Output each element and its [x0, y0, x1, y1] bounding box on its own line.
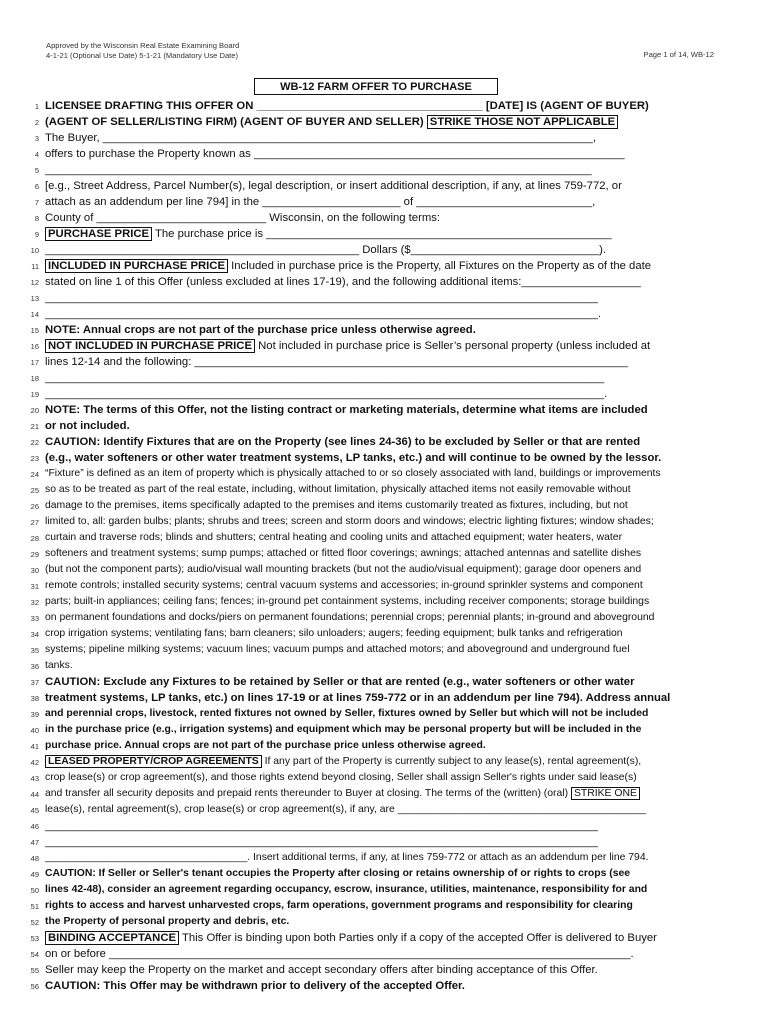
- line-content: ________________________________________________________________________________________: [45, 820, 598, 832]
- line-number: 20: [30, 406, 39, 415]
- line-number: 23: [30, 454, 39, 463]
- line-number: 54: [30, 950, 39, 959]
- line-content: (AGENT OF SELLER/LISTING FIRM) (AGENT OF BUYER AND SELLER): [45, 116, 427, 128]
- line-text: [45, 498, 628, 514]
- line-number: 43: [30, 774, 39, 783]
- line-content: “Fixture” is defined as an item of property which is physically attached to or so closely associated with land, buildings or improvements: [45, 468, 661, 479]
- line-text: [45, 850, 649, 866]
- line-number: 41: [30, 742, 39, 751]
- line-text: [45, 354, 628, 370]
- line-content: on permanent foundations and docks/piers on permanent foundations; perennial crops; perennial plants; in-ground and aboveground: [45, 612, 655, 623]
- form-line: [0, 930, 770, 946]
- line-number: 3: [34, 134, 39, 143]
- form-line: [0, 786, 770, 802]
- form-line: [0, 418, 770, 434]
- form-line: [0, 834, 770, 850]
- line-content: Seller may keep the Property on the market and accept secondary offers after binding acceptance of this Offer.: [45, 964, 598, 976]
- form-line: [0, 258, 770, 274]
- form-line: [0, 866, 770, 882]
- form-line: [0, 690, 770, 706]
- line-number: 16: [30, 342, 39, 351]
- line-content: or not included.: [45, 420, 130, 432]
- line-text: [45, 450, 661, 466]
- line-text: [45, 418, 130, 434]
- form-line: [0, 818, 770, 834]
- line-number: 34: [30, 630, 39, 639]
- line-content: stated on line 1 of this Offer (unless excluded at lines 17-19), and the following additional items:___________________: [45, 276, 641, 288]
- approval-header: [46, 41, 239, 61]
- line-number: 51: [30, 902, 39, 911]
- form-title: WB-12 FARM OFFER TO PURCHASE: [254, 78, 498, 95]
- line-number: 22: [30, 438, 39, 447]
- line-content: and perennial crops, livestock, rented fixtures not owned by Seller, fixtures owned by Seller but which will not be included: [45, 708, 649, 719]
- line-number: 8: [34, 214, 39, 223]
- line-content: and transfer all security deposits and prepaid rents thereunder to Buyer at closing. The terms of the (written) (oral): [45, 788, 571, 799]
- line-number: 18: [30, 374, 39, 383]
- line-content: This Offer is binding upon both Parties only if a copy of the accepted Offer is delivered to Buyer: [179, 932, 657, 944]
- line-text: [45, 674, 634, 690]
- line-content: in the purchase price (e.g., irrigation systems) and equipment which may be personal property but will be included in the: [45, 724, 642, 735]
- line-content: attach as an addendum per line 794] in the ______________________ of ____________________________,: [45, 196, 596, 208]
- line-text: [45, 978, 465, 994]
- line-text: [45, 242, 606, 258]
- line-number: 35: [30, 646, 39, 655]
- line-number: 5: [34, 166, 39, 175]
- line-text: [45, 802, 646, 818]
- line-content: (but not the component parts); audio/visual wall mounting brackets (but not the audio/visual equipment); garage door openers and: [45, 564, 642, 575]
- form-line: [0, 450, 770, 466]
- line-text: [45, 562, 641, 578]
- line-content: ___________________________________. Insert additional terms, if any, at lines 759-772 or attach as an addendum per line 794.: [45, 852, 649, 863]
- form-line: [0, 338, 770, 354]
- line-content: on or before ___________________________________________________________________________________.: [45, 948, 634, 960]
- line-text: [45, 946, 634, 962]
- line-content: offers to purchase the Property known as ___________________________________________________________: [45, 148, 625, 160]
- line-text: [45, 194, 595, 210]
- line-content: ________________________________________________________________________________________: [45, 836, 598, 848]
- line-number: 30: [30, 566, 39, 575]
- form-line: [0, 434, 770, 450]
- line-text: [45, 146, 625, 162]
- line-text: [45, 818, 598, 834]
- line-content: remote controls; installed security systems; central vacuum systems and accessories; in-ground sprinkler systems and component: [45, 580, 643, 591]
- line-number: 7: [34, 198, 39, 207]
- line-content: County of ___________________________ Wisconsin, on the following terms:: [45, 212, 441, 224]
- form-line: [0, 162, 770, 178]
- line-number: 31: [30, 582, 39, 591]
- line-content: _________________________________________________________________________________________.: [45, 388, 608, 400]
- line-number: 10: [30, 246, 39, 255]
- line-content: _________________________________________________________________________________________: [45, 372, 605, 384]
- line-number: 49: [30, 870, 39, 879]
- line-text: [45, 178, 622, 194]
- form-line: [0, 114, 770, 130]
- form-line: [0, 562, 770, 578]
- page-info: Page 1 of 14, WB-12: [643, 50, 714, 59]
- line-text: [45, 210, 440, 226]
- form-line: [0, 546, 770, 562]
- line-content: systems; pipeline milking systems; vacuum lines; vacuum pumps and attached motors; and aboveground and underground fuel: [45, 644, 630, 655]
- form-line: [0, 498, 770, 514]
- line-number: 9: [34, 230, 39, 239]
- line-content: If any part of the Property is currently subject to any lease(s), rental agreement(s),: [261, 756, 642, 767]
- section-heading: INCLUDED IN PURCHASE PRICE: [45, 259, 228, 273]
- line-number: 19: [30, 390, 39, 399]
- line-content: Included in purchase price is the Property, all Fixtures on the Property as of the date: [228, 260, 652, 272]
- line-content: so as to be treated as part of the real estate, including, without limitation, physically attached items not easily removable without: [45, 484, 631, 495]
- line-number: 48: [30, 854, 39, 863]
- form-line: [0, 210, 770, 226]
- line-number: 2: [34, 118, 39, 127]
- line-text: [45, 482, 631, 498]
- form-line: [0, 482, 770, 498]
- form-line: [0, 626, 770, 642]
- line-text: [45, 114, 618, 130]
- form-line: [0, 578, 770, 594]
- line-content: [e.g., Street Address, Parcel Number(s), legal description, or insert additional description, if any, at lines 759-772, or: [45, 180, 622, 192]
- line-content: (e.g., water softeners or other water treatment systems, LP tanks, etc.) and will continue to be owned by the lessor.: [45, 452, 662, 464]
- form-line: [0, 306, 770, 322]
- line-text: [45, 258, 651, 274]
- strike-instruction: STRIKE ONE: [571, 787, 640, 800]
- line-text: [45, 786, 640, 802]
- form-line: [0, 706, 770, 722]
- line-number: 33: [30, 614, 39, 623]
- line-text: [45, 834, 598, 850]
- line-text: [45, 338, 650, 354]
- line-number: 56: [30, 982, 39, 991]
- line-text: [45, 546, 641, 562]
- line-text: [45, 98, 649, 114]
- form-line: [0, 594, 770, 610]
- form-line: [0, 962, 770, 978]
- line-text: [45, 642, 630, 658]
- line-content: NOTE: The terms of this Offer, not the listing contract or marketing materials, determine what items are included: [45, 404, 648, 416]
- line-text: [45, 370, 604, 386]
- section-heading: BINDING ACCEPTANCE: [45, 931, 179, 945]
- line-text: [45, 290, 598, 306]
- form-line: [0, 914, 770, 930]
- line-number: 14: [30, 310, 39, 319]
- line-content: __________________________________________________ Dollars ($______________________________).: [45, 244, 606, 256]
- line-content: lease(s), rental agreement(s), crop lease(s) or crop agreement(s), if any, are ___________________________________________: [45, 804, 647, 815]
- form-line: [0, 194, 770, 210]
- line-number: 21: [30, 422, 39, 431]
- form-line: [0, 386, 770, 402]
- line-text: [45, 386, 607, 402]
- line-text: [45, 770, 637, 786]
- line-text: [45, 898, 633, 914]
- line-text: [45, 610, 654, 626]
- line-text: [45, 738, 486, 754]
- form-line: [0, 674, 770, 690]
- approval-line-2: 4-1-21 (Optional Use Date) 5-1-21 (Mandatory Use Date): [46, 51, 239, 60]
- line-content: purchase price. Annual crops are not part of the purchase price unless otherwise agreed.: [45, 740, 486, 751]
- line-number: 28: [30, 534, 39, 543]
- line-content: treatment systems, LP tanks, etc.) on lines 17-19 or at lines 759-772 or in an addendum per line 794). Address annual: [45, 692, 671, 704]
- line-content: ________________________________________________________________________________________: [45, 292, 598, 304]
- form-line: [0, 610, 770, 626]
- line-content: limited to, all: garden bulbs; plants; shrubs and trees; screen and storm doors and windows; electric lighting fixtures; window shades;: [45, 516, 654, 527]
- approval-line-1: Approved by the Wisconsin Real Estate Examining Board: [46, 41, 240, 50]
- line-text: [45, 514, 654, 530]
- line-number: 37: [30, 678, 39, 687]
- line-text: [45, 306, 601, 322]
- line-text: [45, 402, 648, 418]
- line-text: [45, 882, 647, 898]
- form-line: [0, 802, 770, 818]
- line-text: [45, 690, 670, 706]
- line-number: 1: [34, 102, 39, 111]
- line-text: [45, 866, 630, 882]
- line-content: _______________________________________________________________________________________: [45, 164, 592, 176]
- form-line: [0, 754, 770, 770]
- line-number: 13: [30, 294, 39, 303]
- line-number: 32: [30, 598, 39, 607]
- form-line: [0, 978, 770, 994]
- line-content: lines 12-14 and the following: _____________________________________________________________________: [45, 356, 628, 368]
- line-content: CAUTION: Identify Fixtures that are on the Property (see lines 24-36) to be excluded by Seller or that are rented: [45, 436, 641, 448]
- line-content: The purchase price is _______________________________________________________: [152, 228, 612, 240]
- form-line: [0, 466, 770, 482]
- line-number: 52: [30, 918, 39, 927]
- line-text: [45, 706, 648, 722]
- line-content: Not included in purchase price is Seller’s personal property (unless included at: [254, 340, 651, 352]
- line-content: CAUTION: Exclude any Fixtures to be retained by Seller or that are rented (e.g., water softeners or other water: [45, 676, 635, 688]
- strike-instruction: STRIKE THOSE NOT APPLICABLE: [427, 115, 618, 129]
- form-line: [0, 370, 770, 386]
- line-text: [45, 722, 641, 738]
- line-text: [45, 578, 643, 594]
- form-line: [0, 98, 770, 114]
- line-number: 27: [30, 518, 39, 527]
- line-content: CAUTION: If Seller or Seller's tenant occupies the Property after closing or retains ownership of or rights to crops (see: [45, 868, 631, 879]
- form-line: [0, 226, 770, 242]
- line-text: [45, 962, 598, 978]
- form-line: [0, 530, 770, 546]
- form-line: [0, 738, 770, 754]
- form-line: [0, 642, 770, 658]
- line-text: [45, 930, 657, 946]
- form-line: [0, 178, 770, 194]
- line-content: lines 42-48), consider an agreement regarding occupancy, escrow, insurance, utilities, maintenance, responsibility for and: [45, 884, 648, 895]
- line-text: [45, 594, 649, 610]
- line-content: ________________________________________________________________________________________.: [45, 308, 602, 320]
- line-text: [45, 914, 289, 930]
- line-text: [45, 658, 73, 674]
- line-number: 15: [30, 326, 39, 335]
- line-number: 40: [30, 726, 39, 735]
- line-content: curtain and traverse rods; blinds and shutters; central heating and cooling units and attached equipment; water heaters, water: [45, 532, 623, 543]
- form-line: [0, 882, 770, 898]
- form-line: [0, 354, 770, 370]
- line-number: 12: [30, 278, 39, 287]
- line-text: [45, 530, 622, 546]
- line-number: 17: [30, 358, 39, 367]
- line-content: NOTE: Annual crops are not part of the purchase price unless otherwise agreed.: [45, 324, 476, 336]
- line-text: [45, 322, 476, 338]
- line-text: [45, 226, 612, 242]
- line-content: rights to access and harvest unharvested crops, farm operations, government programs and responsibility for clearing: [45, 900, 633, 911]
- form-line: [0, 322, 770, 338]
- line-number: 50: [30, 886, 39, 895]
- line-number: 6: [34, 182, 39, 191]
- line-text: [45, 274, 641, 290]
- form-line: [0, 274, 770, 290]
- line-number: 39: [30, 710, 39, 719]
- line-number: 38: [30, 694, 39, 703]
- line-number: 46: [30, 822, 39, 831]
- line-number: 25: [30, 486, 39, 495]
- line-text: [45, 130, 596, 146]
- line-content: crop lease(s) or crop agreement(s), and those rights extend beyond closing, Seller shall assign Seller's rights under said lease(s): [45, 772, 637, 783]
- section-heading: LEASED PROPERTY/CROP AGREEMENTS: [45, 755, 262, 768]
- line-number: 53: [30, 934, 39, 943]
- line-number: 26: [30, 502, 39, 511]
- line-text: [45, 626, 623, 642]
- form-line: [0, 850, 770, 866]
- form-line: [0, 290, 770, 306]
- form-line: [0, 146, 770, 162]
- line-number: 24: [30, 470, 39, 479]
- line-text: [45, 162, 592, 178]
- offer-body: [0, 98, 770, 994]
- line-number: 29: [30, 550, 39, 559]
- form-line: [0, 946, 770, 962]
- line-number: 45: [30, 806, 39, 815]
- line-number: 44: [30, 790, 39, 799]
- line-content: LICENSEE DRAFTING THIS OFFER ON ____________________________________ [DATE] IS (AGENT OF BUYER): [45, 100, 649, 112]
- line-content: parts; built-in appliances; ceiling fans; fences; in-ground pet containment systems, including receiver components; storage buildings: [45, 596, 650, 607]
- line-content: CAUTION: This Offer may be withdrawn prior to delivery of the accepted Offer.: [45, 980, 465, 992]
- line-text: [45, 466, 661, 482]
- section-heading: NOT INCLUDED IN PURCHASE PRICE: [45, 339, 255, 353]
- line-number: 36: [30, 662, 39, 671]
- line-content: softeners and treatment systems; sump pumps; attached or fitted floor coverings; awnings; attached antennas and satellite dishes: [45, 548, 642, 559]
- line-number: 42: [30, 758, 39, 767]
- line-number: 47: [30, 838, 39, 847]
- line-number: 11: [31, 262, 39, 271]
- line-content: crop irrigation systems; ventilating fans; barn cleaners; silo unloaders; augers; feeding equipment; bulk tanks and refrigeration: [45, 628, 623, 639]
- section-heading: PURCHASE PRICE: [45, 227, 152, 241]
- line-number: 55: [30, 966, 39, 975]
- line-content: the Property of personal property and debris, etc.: [45, 916, 290, 927]
- form-line: [0, 130, 770, 146]
- form-line: [0, 722, 770, 738]
- form-line: [0, 658, 770, 674]
- form-line: [0, 242, 770, 258]
- line-content: tanks.: [45, 660, 73, 671]
- form-line: [0, 770, 770, 786]
- line-text: [45, 754, 641, 770]
- form-line: [0, 402, 770, 418]
- line-content: The Buyer, ______________________________________________________________________________,: [45, 132, 596, 144]
- line-number: 4: [34, 150, 39, 159]
- line-content: damage to the premises, items specifically adapted to the premises and items customarily treated as fixtures, including, but not: [45, 500, 628, 511]
- form-line: [0, 898, 770, 914]
- form-line: [0, 514, 770, 530]
- line-text: [45, 434, 640, 450]
